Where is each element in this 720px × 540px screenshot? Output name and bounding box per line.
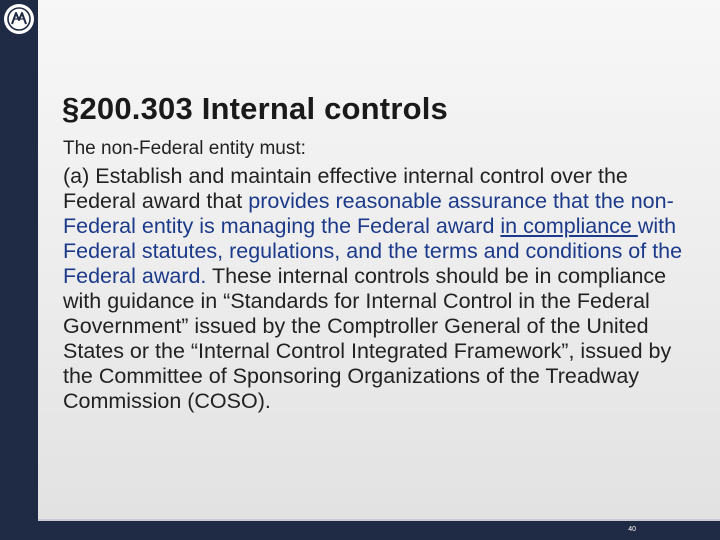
body-paragraph: [63, 164, 683, 414]
paragraph-prefix: (a) Establish and maintain effective internal control over the Federal award that: [63, 164, 628, 213]
organization-logo-icon: [4, 4, 34, 34]
paragraph-suffix: These internal controls should be in compliance with guidance in “Standards for Internal Control in the Federal Government” issued by the Comptroller General of the United States or the “Internal Control Integrated Framework”, issued by the Committee of Sponsoring Organizations of the Treadway Commission (COSO).: [63, 264, 672, 413]
intro-text: The non-Federal entity must:: [63, 138, 306, 159]
page-number: 40: [628, 526, 636, 533]
footer-bar: [38, 521, 720, 540]
underlined-phrase: in compliance: [500, 214, 638, 238]
slide-title: §200.303 Internal controls: [62, 91, 448, 126]
highlighted-text-2: with Federal statutes, regulations, and the terms and conditions of the Federal award.: [63, 214, 683, 288]
left-sidebar-band: [0, 0, 38, 540]
highlighted-text-1: provides reasonable assurance that the non-Federal entity is managing the Federal award: [63, 189, 674, 238]
